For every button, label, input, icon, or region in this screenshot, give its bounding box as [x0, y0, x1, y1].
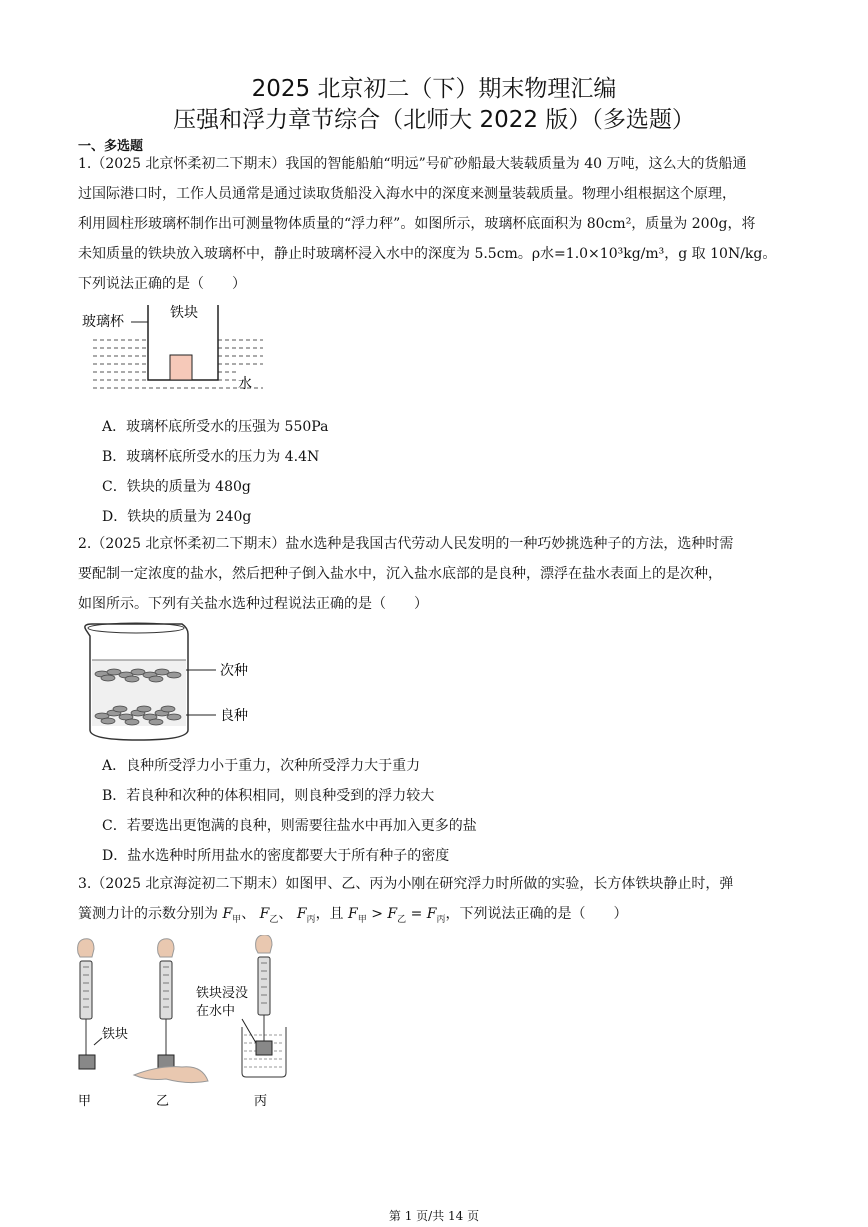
label-water: 水 — [238, 376, 252, 392]
q1-option-a: A．玻璃杯底所受水的压强为 550Pa — [102, 419, 329, 435]
force-sub: 乙 — [269, 914, 279, 925]
q2-option-a: A．良种所受浮力小于重力，次种所受浮力大于重力 — [102, 758, 421, 774]
setup-bing — [196, 935, 286, 1109]
force-symbol: F — [387, 906, 398, 922]
q2-line: 要配制一定浓度的盐水，然后把种子倒入盐水中，沉入盐水底部的是良种，漂浮在盐水表面上的是次种， — [78, 566, 722, 582]
force-symbol: F — [348, 906, 358, 922]
document-title-line1: 2025 北京初二（下）期末物理汇编 — [251, 76, 617, 102]
label-cup: 玻璃杯 — [82, 314, 124, 330]
force-symbol: F — [426, 906, 437, 922]
q2-line: 2.（2025 北京怀柔初二下期末）盐水选种是我国古代劳动人民发明的一种巧妙挑选种子的方法，选种时需 — [78, 536, 734, 552]
q3-line: 3.（2025 北京海淀初二下期末）如图甲、乙、丙为小刚在研究浮力时所做的实验，长方体铁块静止时，弹 — [78, 876, 734, 892]
force-sub: 甲 — [357, 914, 367, 925]
q3-line2-start: 簧测力计的示数分别为 — [78, 906, 218, 922]
force-symbol: F — [222, 906, 233, 922]
q2-option-c: C．若要选出更饱满的良种，则需要往盐水中再加入更多的盐 — [102, 818, 477, 834]
q2-line: 如图所示。下列有关盐水选种过程说法正确的是（ ） — [78, 596, 428, 612]
label-immersed-1: 铁块浸没 — [196, 986, 249, 1001]
force-symbol: F — [259, 906, 270, 922]
q1-option-c: C．铁块的质量为 480g — [102, 479, 251, 495]
q1-line: 过国际港口时，工作人员通常是通过读取货船没入海水中的深度来测量装载质量。物理小组根据这个原理， — [78, 186, 736, 202]
q3-line2-end: ，下列说法正确的是（ ） — [445, 906, 628, 922]
force-symbol: F — [296, 906, 307, 922]
setup-jia — [78, 939, 128, 1109]
q1-line: 1.（2025 北京怀柔初二下期末）我国的智能船舶“明远”号矿砂船最大装载质量为 40 万吨，这么大的货船通 — [78, 156, 747, 172]
label-yi: 乙 — [156, 1094, 170, 1109]
page-footer: 第 1 页/共 14 页 — [388, 1209, 480, 1223]
q1-line: 下列说法正确的是（ ） — [78, 276, 246, 292]
label-block: 铁块 — [102, 1027, 129, 1042]
label-immersed-2: 在水中 — [196, 1004, 236, 1019]
q1-option-b: B．玻璃杯底所受水的压力为 4.4N — [102, 449, 320, 465]
q1-figure-floating-cup — [78, 300, 268, 395]
q2-figure-beaker-seeds — [78, 620, 268, 745]
label-good-seed: 良种 — [220, 708, 248, 724]
label-poor-seed: 次种 — [220, 663, 248, 679]
q1-line: 利用圆柱形玻璃杯制作出可测量物体质量的“浮力秤”。如图所示，玻璃杯底面积为 80cm²，质量为 200g，将 — [78, 216, 756, 232]
force-sub: 丙 — [306, 914, 316, 925]
q1-line: 未知质量的铁块放入玻璃杯中，静止时玻璃杯浸入水中的深度为 5.5cm。ρ水=1.0×10³kg/m³，g 取 10N/kg。 — [78, 246, 777, 262]
force-sub: 乙 — [397, 914, 407, 925]
q3-line-2: 簧测力计的示数分别为 $F_甲$、 $F_乙$、 $F_丙$，且 $F_甲 > F_乙 = F_丙$，下列说法正确的是（ ） — [78, 906, 628, 925]
q1-option-d: D．铁块的质量为 240g — [102, 509, 252, 525]
question-2-stem — [78, 529, 790, 619]
document-title-line2: 压强和浮力章节综合（北师大 2022 版）（多选题） — [173, 107, 695, 133]
q2-option-d: D．盐水选种时所用盐水的密度都要大于所有种子的密度 — [102, 848, 450, 864]
question-3-stem — [78, 869, 790, 935]
setup-yi — [134, 939, 208, 1109]
label-block: 铁块 — [170, 305, 198, 321]
label-bing: 丙 — [254, 1094, 268, 1109]
q3-figure-spring-scales — [70, 935, 310, 1115]
section-heading: 一、多选题 — [78, 139, 144, 154]
force-sub: 丙 — [436, 914, 446, 925]
label-jia: 甲 — [78, 1094, 92, 1109]
force-sub: 甲 — [232, 914, 242, 925]
question-1-stem — [78, 149, 790, 299]
q2-option-b: B．若良种和次种的体积相同，则良种受到的浮力较大 — [102, 788, 435, 804]
